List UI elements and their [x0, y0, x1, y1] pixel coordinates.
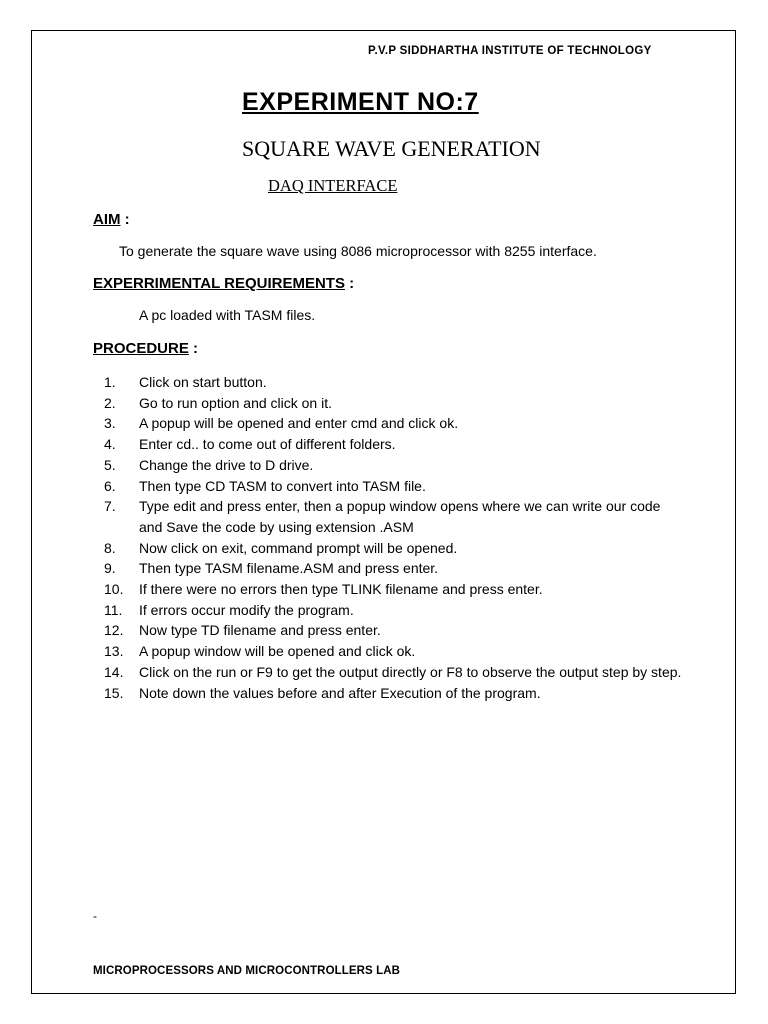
step-number: 4.	[104, 436, 116, 453]
aim-heading-colon: :	[120, 211, 130, 228]
step-number: 8.	[104, 539, 116, 556]
step-number: 12.	[104, 622, 124, 639]
step-text: A popup window will be opened and click ok.	[139, 643, 416, 660]
experiment-title: EXPERIMENT NO:7	[242, 88, 479, 116]
procedure-step	[104, 579, 684, 600]
step-number: 6.	[104, 477, 116, 494]
procedure-heading-colon: :	[188, 340, 199, 357]
stray-dash: -	[93, 909, 97, 923]
step-text: Note down the values before and after Execution of the program.	[139, 684, 541, 701]
procedure-step	[104, 372, 684, 393]
step-number: 5.	[104, 456, 116, 473]
step-text: Go to run option and click on it.	[139, 394, 332, 411]
step-number: 9.	[104, 560, 116, 577]
institute-header: P.V.P SIDDHARTHA INSTITUTE OF TECHNOLOGY	[368, 45, 652, 57]
step-text: Click on start button.	[139, 374, 267, 390]
step-text: Enter cd.. to come out of different folders.	[139, 436, 396, 453]
procedure-step	[104, 393, 684, 414]
procedure-step	[104, 476, 684, 497]
step-number: 14.	[104, 663, 124, 680]
procedure-step	[104, 434, 684, 455]
procedure-heading-label: PROCEDURE	[93, 340, 189, 357]
step-text: Click on the run or F9 to get the output directly or F8 to observe the output step by step.	[139, 663, 682, 680]
interface-title: DAQ INTERFACE	[268, 176, 398, 195]
step-text: If there were no errors then type TLINK filename and press enter.	[139, 581, 543, 598]
step-text: Then type CD TASM to convert into TASM file.	[139, 477, 426, 494]
procedure-step	[104, 413, 684, 434]
step-text: Then type TASM filename.ASM and press enter.	[139, 560, 439, 577]
step-number: 1.	[104, 374, 116, 390]
step-text: A popup will be opened and enter cmd and click ok.	[139, 415, 459, 432]
procedure-step	[104, 620, 684, 641]
procedure-step	[104, 662, 684, 683]
procedure-step	[104, 600, 684, 621]
requirements-heading-colon: :	[344, 275, 355, 292]
requirements-heading-label: EXPERRIMENTAL REQUIREMENTS	[93, 275, 345, 292]
experiment-subject: SQUARE WAVE GENERATION	[242, 136, 541, 161]
procedure-step	[104, 558, 684, 579]
aim-heading-label: AIM	[93, 211, 121, 228]
procedure-step	[104, 683, 684, 704]
procedure-step	[104, 641, 684, 662]
step-number: 10.	[104, 581, 124, 598]
step-number: 3.	[104, 415, 116, 432]
step-text: Now type TD filename and press enter.	[139, 622, 381, 639]
step-number: 13.	[104, 643, 124, 660]
procedure-step	[104, 538, 684, 559]
step-number: 2.	[104, 394, 116, 411]
requirements-text: A pc loaded with TASM files.	[139, 307, 316, 323]
lab-footer: MICROPROCESSORS AND MICROCONTROLLERS LAB	[93, 965, 401, 977]
step-text: Change the drive to D drive.	[139, 456, 314, 473]
requirements-heading	[93, 275, 354, 292]
aim-text: To generate the square wave using 8086 microprocessor with 8255 interface.	[119, 243, 597, 259]
procedure-steps	[104, 372, 684, 703]
step-number: 7.	[104, 498, 116, 515]
procedure-heading	[93, 340, 198, 357]
step-number: 15.	[104, 684, 124, 701]
step-text: If errors occur modify the program.	[139, 601, 354, 618]
step-text: Now click on exit, command prompt will be opened.	[139, 539, 458, 556]
aim-heading	[93, 211, 130, 228]
procedure-step	[104, 455, 684, 476]
step-text: Type edit and press enter, then a popup window opens where we can write our code and Save the code by using extension .ASM	[139, 498, 661, 535]
procedure-step	[104, 496, 684, 537]
step-number: 11.	[104, 601, 123, 618]
